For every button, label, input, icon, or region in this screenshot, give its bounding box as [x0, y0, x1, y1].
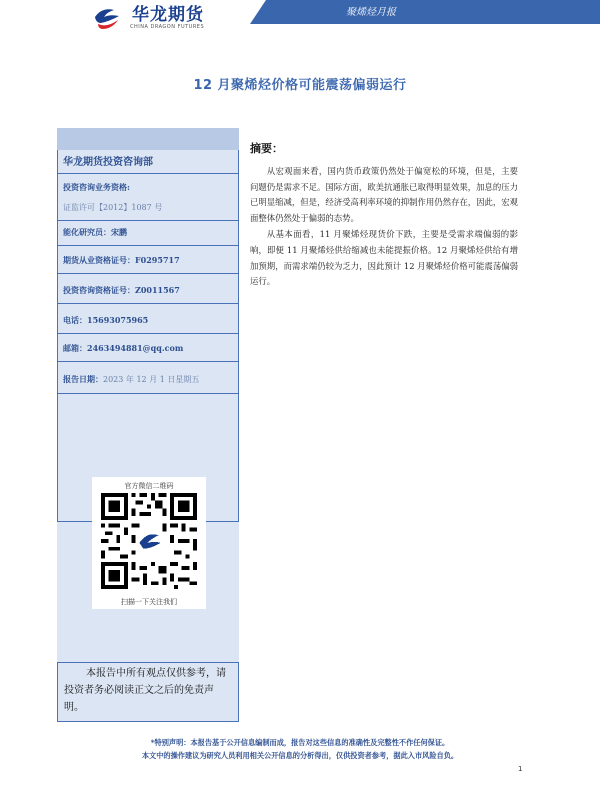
info-sidebar [57, 128, 239, 722]
report-date-value: 2023 年 12 月 1 日星期五 [103, 375, 200, 384]
report-type-label: 聚烯烃月报 [346, 7, 396, 18]
email-address: 邮箱：2463494881@qq.com [63, 343, 184, 353]
page-number: 1 [518, 765, 523, 773]
report-title: 12 月聚烯烃价格可能震荡偏弱运行 [193, 78, 407, 93]
divider [57, 303, 239, 304]
summary-paragraph: 从基本面看，11 月聚烯烃现货价下跌，主要是受需求端偏弱的影响，即便 11 月聚烯烃供给缩减也未能提振价格。12 月聚烯烃供给有增加预期，而需求端仍较为乏力，因此预计 12 月聚烯烃价格可能震荡偏弱运行。 [250, 229, 518, 287]
divider [57, 361, 239, 362]
wechat-qr-card [92, 477, 206, 609]
divider [57, 273, 239, 274]
sidebar-disclaimer: 本报告中所有观点仅供参考，请投资者务必阅读正文之后的免责声明。 [64, 668, 226, 713]
divider [57, 393, 239, 394]
dragon-logo-icon [92, 1, 122, 31]
qr-title: 官方微信二维码 [124, 482, 174, 490]
futures-cert: 期货从业资格证号：F0295717 [63, 255, 180, 265]
summary-heading: 摘要： [250, 142, 283, 155]
report-date [63, 374, 199, 385]
brand-name-en: CHINA DRAGON FUTURES [130, 24, 205, 30]
summary-paragraph: 从宏观面来看，国内货币政策仍然处于偏宽松的环境，但是，主要问题仍是需求不足。国际方面，欧美抗通胀已取得明显效果，加息的压力已明显缩减，但是，经济受高利率环境的抑制作用仍然存在，因此，宏观面整体仍然处于偏弱的态势。 [250, 166, 518, 223]
summary-body [250, 164, 518, 291]
sidebar-top-band [57, 128, 239, 150]
department-name: 华龙期货投资咨询部 [63, 157, 153, 168]
footer-disclaimer-line-1: *特别声明：本报告基于公开信息编制而成，报告对这些信息的准确性及完整性不作任何保证。 [150, 738, 450, 747]
company-logo [92, 0, 242, 40]
report-date-label: 报告日期： [63, 374, 103, 384]
qr-caption: 扫描一下关注我们 [121, 598, 177, 606]
license-label: 投资咨询业务资格: [63, 182, 130, 192]
brand-name-cn: 华龙期货 [132, 5, 204, 25]
phone-number: 电话：15693075965 [63, 315, 149, 325]
qr-code-icon [99, 493, 199, 589]
report-header [0, 0, 600, 44]
divider [57, 220, 239, 221]
researcher-name: 能化研究员：宋鹏 [63, 227, 127, 237]
footer-disclaimer-line-2: 本文中的操作建议为研究人员利用相关公开信息的分析得出，仅供投资者参考，据此入市风险自负。 [141, 751, 459, 760]
divider [57, 333, 239, 334]
divider [57, 173, 239, 174]
report-type-banner [250, 0, 600, 24]
advisory-cert: 投资咨询资格证号：Z0011567 [63, 285, 180, 295]
license-value: 证监许可【2012】1087 号 [63, 203, 163, 212]
divider [57, 245, 239, 246]
